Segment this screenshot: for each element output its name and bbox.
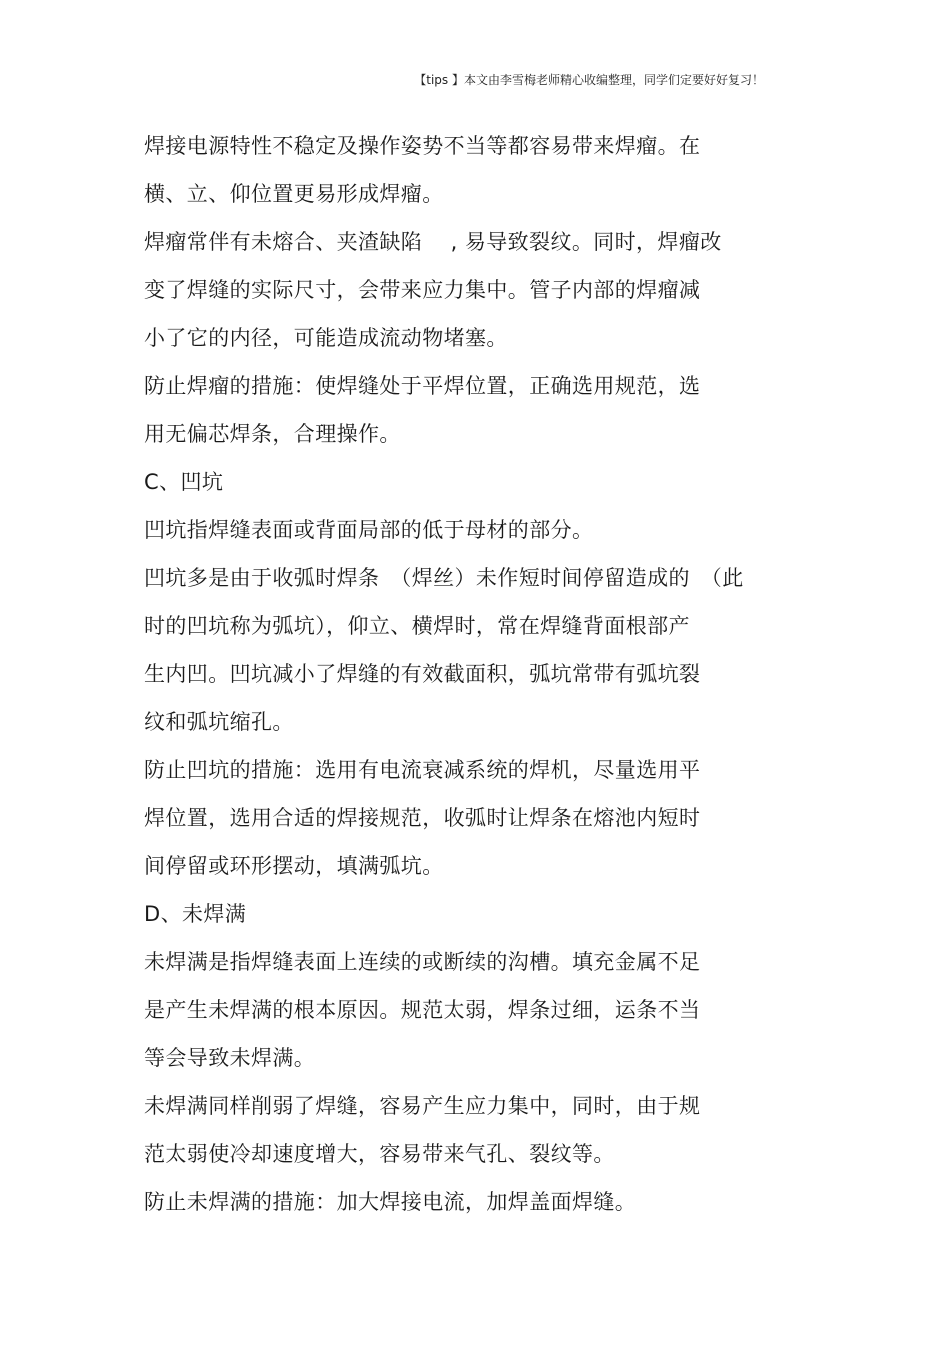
section-heading-c: C、凹坑 xyxy=(144,470,224,494)
text-line: 焊瘤常伴有未熔合、夹渣缺陷 , 易导致裂纹。同时，焊瘤改 xyxy=(144,230,722,254)
text-line: 间停留或环形摆动，填满弧坑。 xyxy=(144,854,444,878)
header-tip: 【tips 】本文由李雪梅老师精心收编整理，同学们定要好好复习！ xyxy=(414,73,764,87)
text-line: 防止焊瘤的措施：使焊缝处于平焊位置，正确选用规范，选 xyxy=(144,374,701,398)
text-line: 焊位置，选用合适的焊接规范，收弧时让焊条在熔池内短时 xyxy=(144,806,701,830)
text-line: 用无偏芯焊条，合理操作。 xyxy=(144,422,401,446)
text-line: 横、立、仰位置更易形成焊瘤。 xyxy=(144,182,444,206)
section-heading-d: D、未焊满 xyxy=(144,902,247,926)
text-line: 凹坑多是由于收弧时焊条 （焊丝）未作短时间停留造成的 （此 xyxy=(144,566,744,590)
document-body xyxy=(144,126,824,1230)
text-line: 是产生未焊满的根本原因。规范太弱，焊条过细，运条不当 xyxy=(144,998,701,1022)
text-line: 凹坑指焊缝表面或背面局部的低于母材的部分。 xyxy=(144,518,594,542)
text-line: 等会导致未焊满。 xyxy=(144,1046,316,1070)
text-line: 防止凹坑的措施：选用有电流衰减系统的焊机，尽量选用平 xyxy=(144,758,701,782)
text-line: 焊接电源特性不稳定及操作姿势不当等都容易带来焊瘤。在 xyxy=(144,134,701,158)
text-line: 未焊满是指焊缝表面上连续的或断续的沟槽。填充金属不足 xyxy=(144,950,701,974)
text-line: 生内凹。凹坑减小了焊缝的有效截面积，弧坑常带有弧坑裂 xyxy=(144,662,701,686)
text-line: 小了它的内径，可能造成流动物堵塞。 xyxy=(144,326,508,350)
text-line: 范太弱使冷却速度增大，容易带来气孔、裂纹等。 xyxy=(144,1142,615,1166)
text-line: 未焊满同样削弱了焊缝，容易产生应力集中，同时，由于规 xyxy=(144,1094,701,1118)
text-line: 时的凹坑称为弧坑），仰立、横焊时，常在焊缝背面根部产 xyxy=(144,614,690,638)
text-line: 防止未焊满的措施：加大焊接电流，加焊盖面焊缝。 xyxy=(144,1190,637,1214)
text-line: 变了焊缝的实际尺寸，会带来应力集中。管子内部的焊瘤减 xyxy=(144,278,701,302)
text-line: 纹和弧坑缩孔。 xyxy=(144,710,294,734)
